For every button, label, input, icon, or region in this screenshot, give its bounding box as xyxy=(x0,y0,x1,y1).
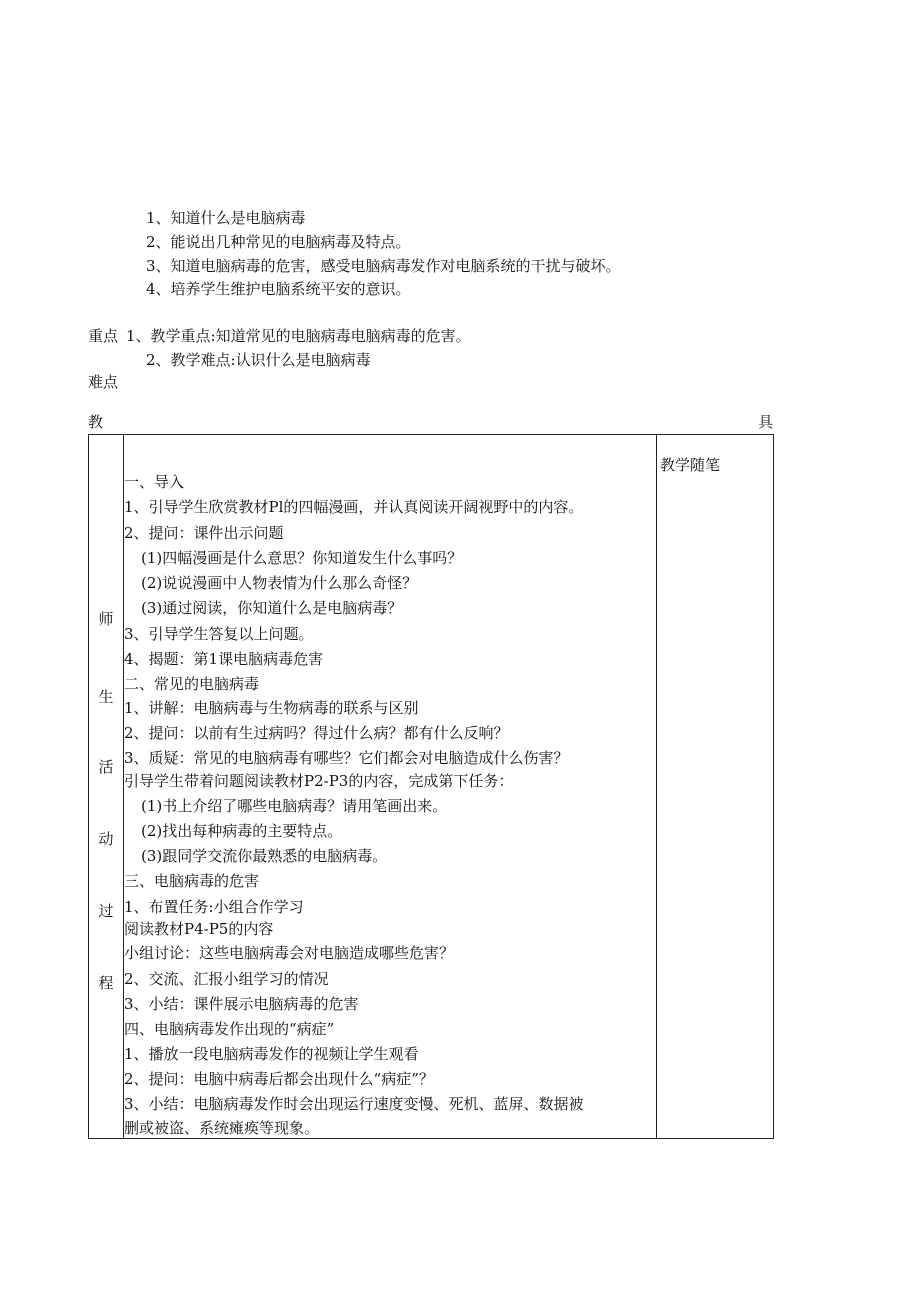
tools-label-left: 教 xyxy=(88,413,104,431)
process-line: 1、讲解：电脑病毒与生物病毒的联系与区别 xyxy=(124,699,419,717)
column-divider-right xyxy=(656,435,657,1138)
process-line: 小组讨论：这些电脑病毒会对电脑造成哪些危害？ xyxy=(124,944,455,962)
process-line: (1)书上介绍了哪些电脑病毒？请用笔画出来。 xyxy=(141,797,448,815)
objective-3: 3、知道电脑病毒的危害，感受电脑病毒发作对电脑系统的干扰与破坏。 xyxy=(146,257,621,275)
process-line: (3)通过阅读，你知道什么是电脑病毒？ xyxy=(141,599,403,617)
side-label-char: 过 xyxy=(98,902,114,920)
objective-1: 1、知道什么是电脑病毒 xyxy=(146,209,306,227)
objective-4: 4、培养学生维护电脑系统平安的意识。 xyxy=(146,280,411,298)
process-line: 2、交流、汇报小组学习的情况 xyxy=(124,970,329,988)
process-line: (2)找出每种病毒的主要特点。 xyxy=(141,822,343,840)
tools-label-right: 具 xyxy=(758,413,774,431)
process-line: 1、布置任务:小组合作学习 xyxy=(124,898,304,916)
process-line: (1)四幅漫画是什么意思？你知道发生什么事吗？ xyxy=(141,549,463,567)
process-line: 2、提问：课件出示问题 xyxy=(124,524,284,542)
process-line: (2)说说漫画中人物表情为什么那么奇怪？ xyxy=(141,574,418,592)
process-line: 四、电脑病毒发作出现的“病症” xyxy=(124,1020,335,1038)
process-line: 3、引导学生答复以上问题。 xyxy=(124,625,314,643)
process-line: 二、常见的电脑病毒 xyxy=(124,675,260,693)
process-line: 1、引导学生欣赏教材Pl的四幅漫画，并认真阅读开阔视野中的内容。 xyxy=(124,498,584,516)
side-label-char: 动 xyxy=(98,830,114,848)
process-line: 阅读教材P4-P5的内容 xyxy=(124,920,274,938)
objective-2: 2、能说出几种常见的电脑病毒及特点。 xyxy=(146,233,411,251)
notes-header: 教学随笔 xyxy=(660,456,721,474)
process-line: 一、导入 xyxy=(124,473,185,491)
process-line: 三、电脑病毒的危害 xyxy=(124,872,260,890)
process-line: 3、小结：电脑病毒发作时会出现运行速度变慢、死机、蓝屏、数据被 xyxy=(124,1095,584,1113)
process-line: 2、提问：电脑中病毒后都会出现什么“病症”？ xyxy=(124,1070,434,1088)
key-point-1: 1、教学重点:知道常见的电脑病毒电脑病毒的危害。 xyxy=(126,327,471,345)
key-points-label: 重点 xyxy=(88,327,119,345)
key-point-2: 2、教学难点:认识什么是电脑病毒 xyxy=(146,351,371,369)
side-label-char: 程 xyxy=(98,974,114,992)
process-line: (3)跟同学交流你最熟悉的电脑病毒。 xyxy=(141,847,388,865)
process-line: 3、小结：课件展示电脑病毒的危害 xyxy=(124,995,359,1013)
side-label-char: 生 xyxy=(98,688,114,706)
difficulties-label: 难点 xyxy=(88,373,119,391)
side-label-char: 活 xyxy=(98,758,114,776)
process-line: 删或被盗、系统瘫痪等现象。 xyxy=(124,1119,320,1137)
process-line: 3、质疑：常见的电脑病毒有哪些？它们都会对电脑造成什么伤害？ xyxy=(124,749,569,767)
side-label-char: 师 xyxy=(98,610,114,628)
process-line: 引导学生带着问题阅读教材P2-P3的内容，完成第下任务： xyxy=(124,772,514,790)
process-line: 4、揭题：第1课电脑病毒危害 xyxy=(124,650,324,668)
process-line: 2、提问：以前有生过病吗？得过什么病？都有什么反响？ xyxy=(124,724,509,742)
process-table xyxy=(88,434,774,1139)
process-line: 1、播放一段电脑病毒发作的视频让学生观看 xyxy=(124,1045,419,1063)
